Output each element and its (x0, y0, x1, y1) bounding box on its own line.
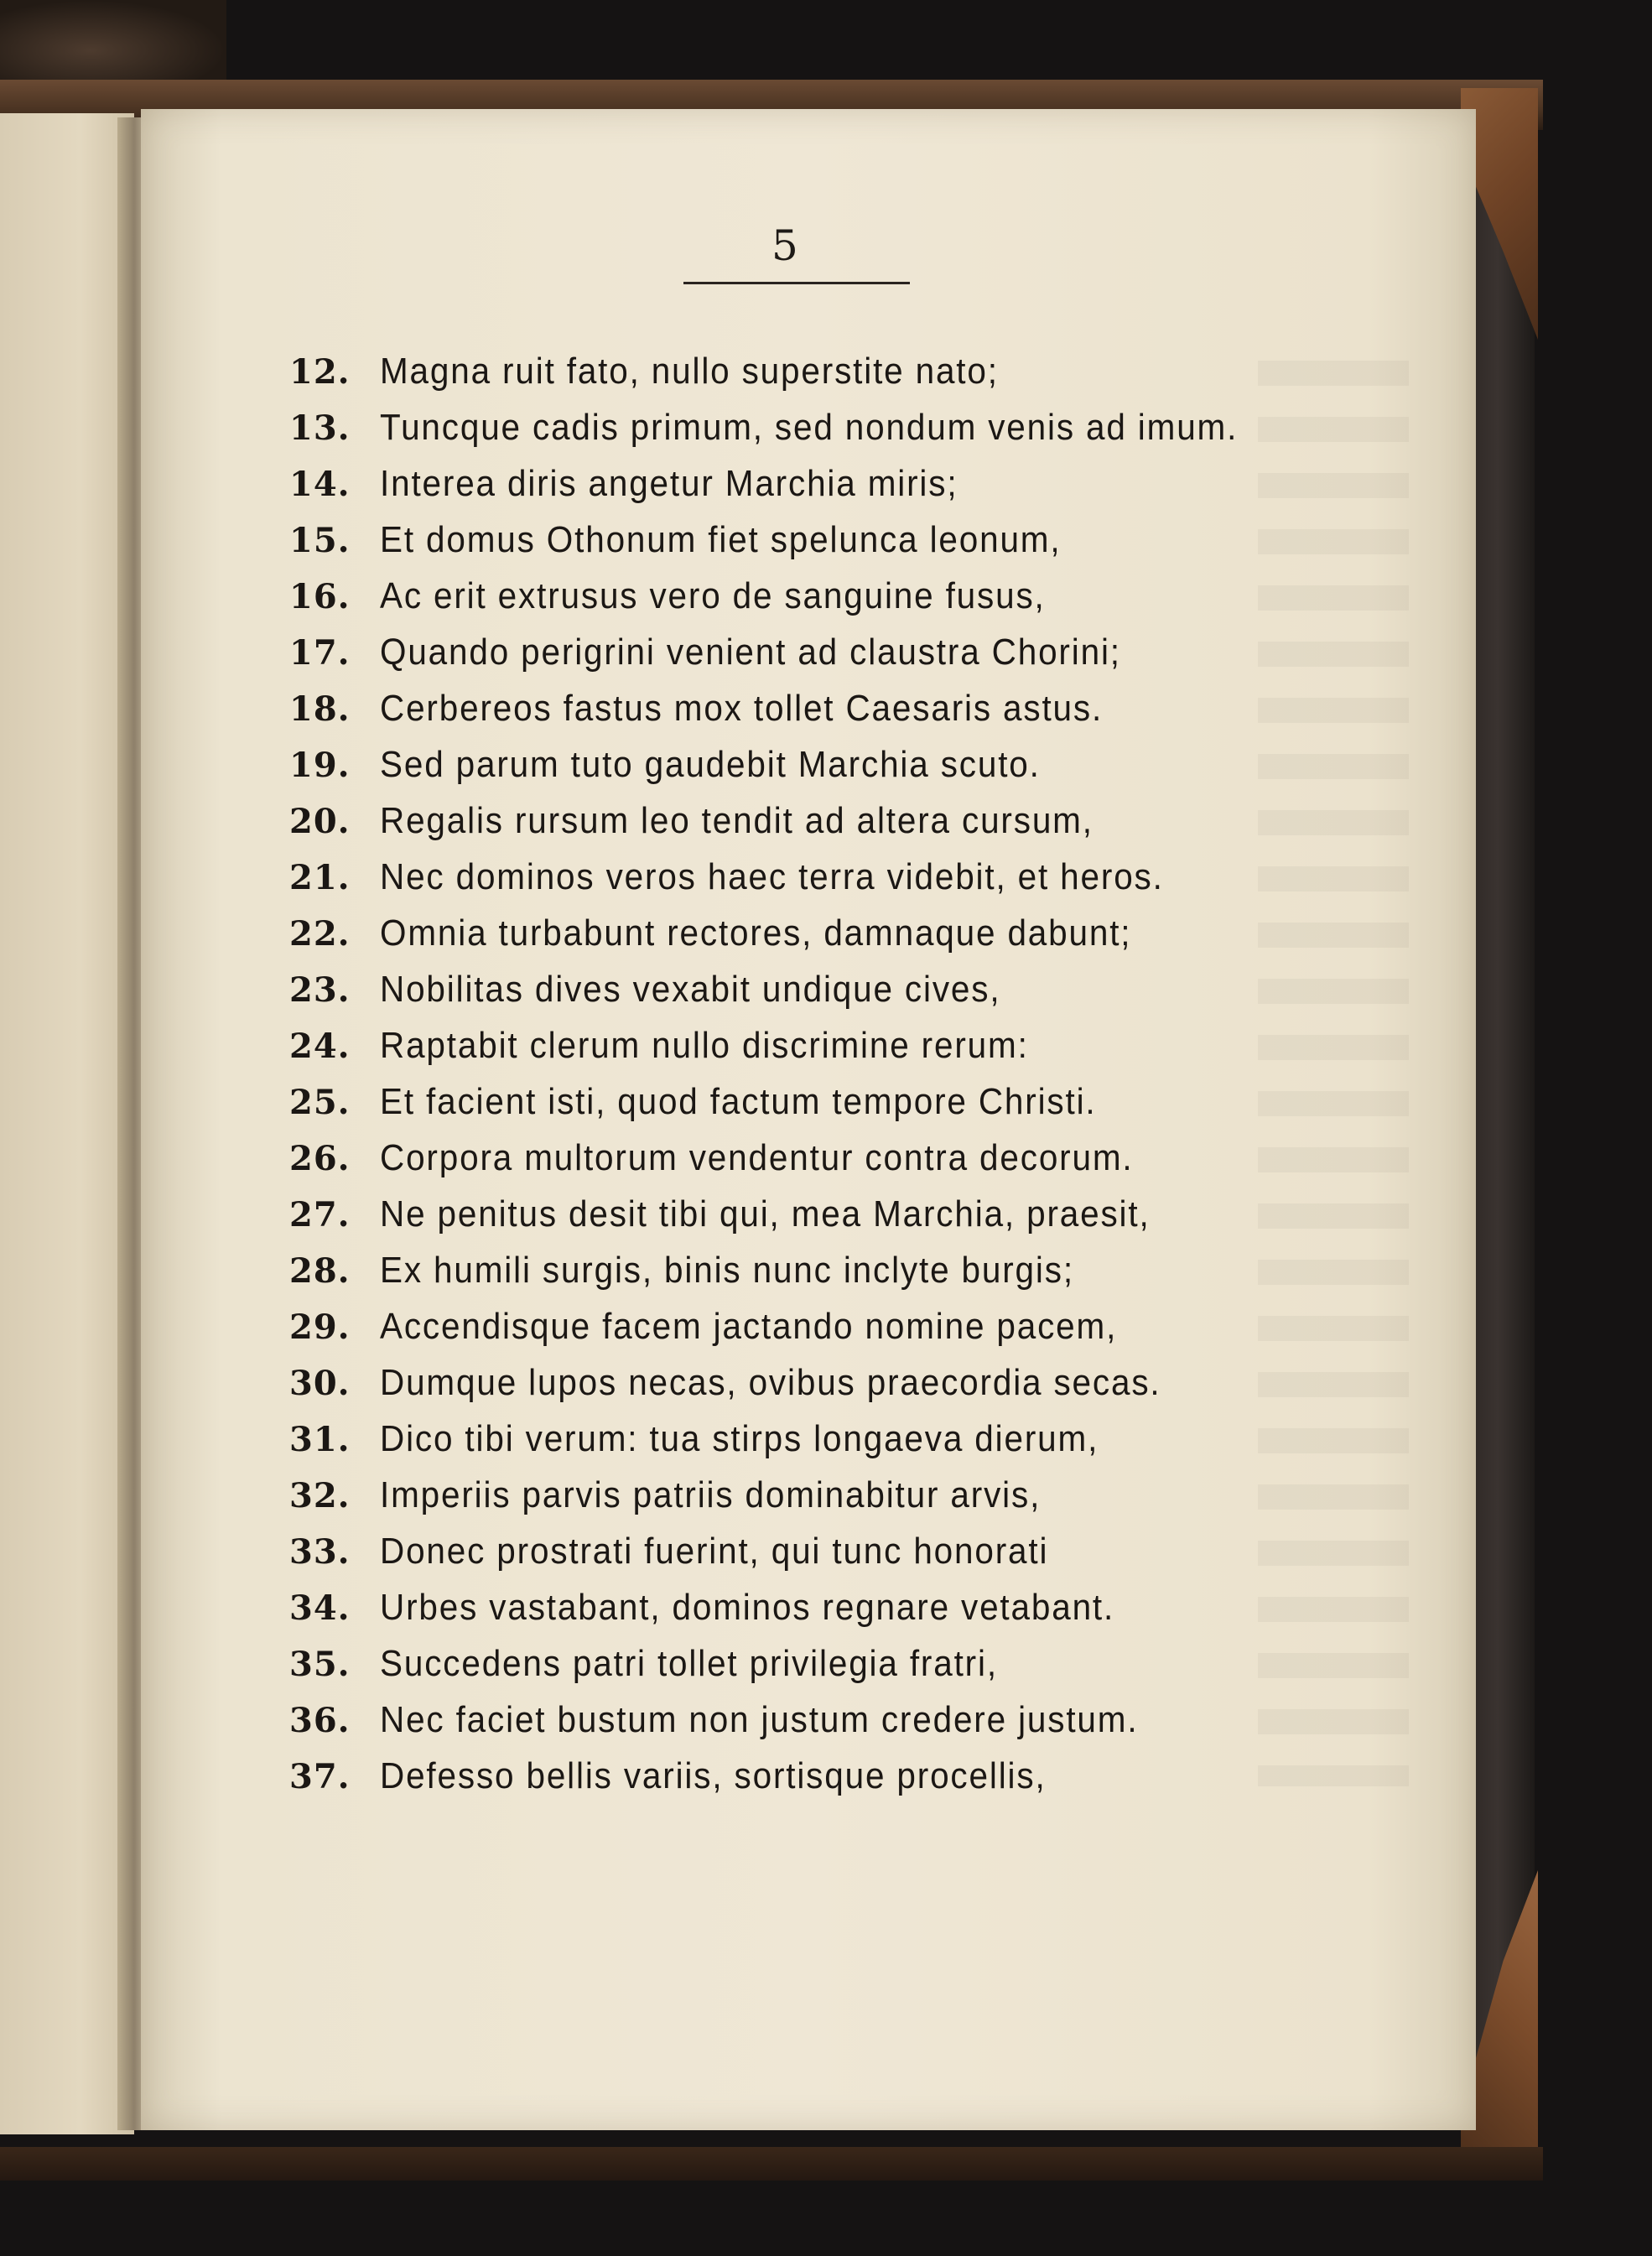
verse-number: 30. (289, 1364, 351, 1403)
verse-text: Tuncque cadis primum, sed nondum venis ad imum. (380, 407, 1239, 448)
verse-line (289, 969, 1396, 1025)
verse-text: Raptabit clerum nullo discrimine rerum: (380, 1025, 1029, 1066)
verse-number: 37. (289, 1757, 351, 1796)
verse-line (289, 519, 1396, 575)
verse-number: 27. (289, 1195, 351, 1235)
verse-number: 34. (289, 1588, 351, 1628)
verse-text: Urbes vastabant, dominos regnare vetabant. (380, 1587, 1115, 1628)
verse-line (289, 1531, 1396, 1587)
verse-number: 15. (289, 521, 351, 560)
verse-number: 29. (289, 1307, 351, 1347)
verse-text: Et domus Othonum fiet spelunca leonum, (380, 519, 1062, 560)
verse-text: Dico tibi verum: tua stirps longaeva dierum, (380, 1418, 1099, 1459)
verse-text: Nobilitas dives vexabit undique cives, (380, 969, 1001, 1010)
verse-number: 31. (289, 1420, 351, 1459)
verse-list (289, 351, 1396, 1812)
verse-text: Nec dominos veros haec terra videbit, et heros. (380, 856, 1164, 897)
verse-line (289, 1250, 1396, 1306)
verse-number: 20. (289, 802, 351, 841)
verse-text: Ex humili surgis, binis nunc inclyte burgis; (380, 1250, 1074, 1291)
verse-line (289, 1587, 1396, 1643)
page-number: 5 (771, 221, 798, 270)
verse-line (289, 744, 1396, 800)
verse-text: Interea diris angetur Marchia miris; (380, 463, 958, 504)
verse-number: 17. (289, 633, 351, 673)
verse-text: Accendisque facem jactando nomine pacem, (380, 1306, 1118, 1347)
verse-line (289, 1193, 1396, 1250)
verse-line (289, 1025, 1396, 1081)
verse-number: 28. (289, 1251, 351, 1291)
verse-number: 23. (289, 970, 351, 1010)
verse-text: Sed parum tuto gaudebit Marchia scuto. (380, 744, 1041, 785)
verse-number: 22. (289, 914, 351, 954)
verse-text: Quando perigrini venient ad claustra Chorini; (380, 632, 1121, 673)
verse-text: Donec prostrati fuerint, qui tunc honorati (380, 1531, 1049, 1572)
verse-line (289, 1643, 1396, 1699)
verse-number: 33. (289, 1532, 351, 1572)
verse-number: 21. (289, 858, 351, 897)
verse-line (289, 632, 1396, 688)
verse-line (289, 463, 1396, 519)
verse-number: 32. (289, 1476, 351, 1515)
verse-number: 14. (289, 465, 351, 504)
verse-text: Cerbereos fastus mox tollet Caesaris astus. (380, 688, 1104, 729)
verse-text: Succedens patri tollet privilegia fratri, (380, 1643, 998, 1684)
verse-number: 25. (289, 1083, 351, 1122)
verse-text: Ne penitus desit tibi qui, mea Marchia, praesit, (380, 1193, 1151, 1235)
verse-number: 36. (289, 1701, 351, 1740)
book-cover-bottom (0, 2147, 1543, 2181)
verse-text: Regalis rursum leo tendit ad altera cursum, (380, 800, 1094, 841)
verse-line (289, 575, 1396, 632)
verse-line (289, 1137, 1396, 1193)
verse-line (289, 1362, 1396, 1418)
book-spine (0, 0, 226, 84)
verse-line (289, 351, 1396, 407)
verse-number: 19. (289, 746, 351, 785)
verse-text: Defesso bellis variis, sortisque procellis, (380, 1755, 1047, 1796)
verse-line (289, 1081, 1396, 1137)
verse-line (289, 688, 1396, 744)
verse-text: Magna ruit fato, nullo superstite nato; (380, 351, 999, 392)
left-page-edge (0, 113, 134, 2134)
verse-text: Et facient isti, quod factum tempore Christi. (380, 1081, 1097, 1122)
verse-line (289, 407, 1396, 463)
verse-text: Imperiis parvis patriis dominabitur arvis, (380, 1474, 1042, 1515)
verse-number: 16. (289, 577, 351, 616)
verse-number: 24. (289, 1027, 351, 1066)
verse-number: 26. (289, 1139, 351, 1178)
verse-text: Omnia turbabunt rectores, damnaque dabunt; (380, 912, 1132, 954)
verse-number: 18. (289, 689, 351, 729)
verse-number: 35. (289, 1645, 351, 1684)
verse-number: 13. (289, 408, 351, 448)
verse-text: Nec faciet bustum non justum credere justum. (380, 1699, 1139, 1740)
verse-text: Dumque lupos necas, ovibus praecordia secas. (380, 1362, 1161, 1403)
page-number-rule (683, 282, 910, 284)
verse-line (289, 1699, 1396, 1755)
verse-line (289, 856, 1396, 912)
verse-text: Corpora multorum vendentur contra decorum. (380, 1137, 1134, 1178)
verse-line (289, 1306, 1396, 1362)
verse-line (289, 1755, 1396, 1812)
verse-number: 12. (289, 352, 351, 392)
verse-line (289, 912, 1396, 969)
verse-line (289, 800, 1396, 856)
verse-line (289, 1474, 1396, 1531)
verse-line (289, 1418, 1396, 1474)
verse-text: Ac erit extrusus vero de sanguine fusus, (380, 575, 1046, 616)
